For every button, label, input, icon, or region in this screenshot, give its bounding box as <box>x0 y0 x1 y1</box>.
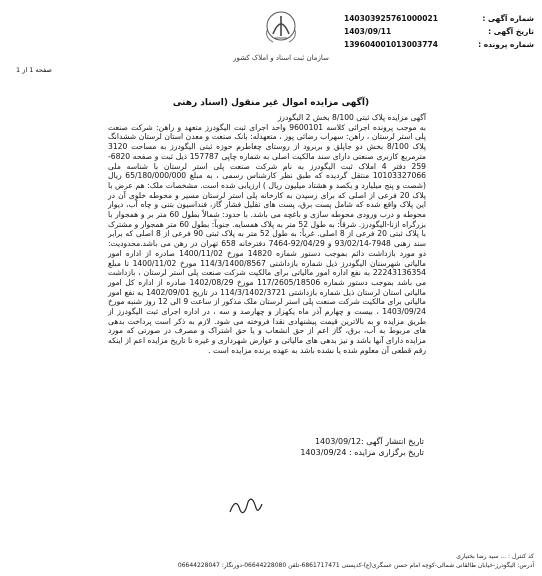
document-body <box>108 113 426 356</box>
organization-name: سازمان ثبت اسناد و املاک کشور <box>233 54 329 62</box>
auction-date-label: تاریخ برگزاری مزایده <box>354 448 424 457</box>
publish-date-row <box>224 436 424 447</box>
ad-date-label: تاریخ آگهی : <box>488 27 534 36</box>
auction-date-row <box>224 447 424 458</box>
file-number-row <box>344 38 534 51</box>
emblem-icon <box>259 8 303 48</box>
dates-block <box>224 436 424 458</box>
ad-date: 1403/09/11 <box>344 27 392 36</box>
footer-address: آدرس: الیگودرز-خیابان طالقانی شمالی-کوچه امام حسن عسگری(ع)-کدپستی 6861717471-تلفن 06644228080-دورنگار: 06644228047 <box>177 562 534 569</box>
ad-number-row <box>344 12 534 25</box>
footer-control-code: کد کنترل : ... سید رضا بختیاری <box>456 553 534 560</box>
footer <box>8 552 534 570</box>
body-heading: آگهی مزایده پلاک ثبتی 8/100 بخش 2 الیگودرز <box>277 113 426 122</box>
ad-number: 140303925761000021 <box>344 14 438 23</box>
file-number-label: شماره پرونده : <box>478 40 534 49</box>
registry-logo <box>226 8 336 62</box>
auction-date: : 1403/09/24 <box>300 448 352 457</box>
file-number: 139604001013003774 <box>344 40 438 49</box>
publish-date-label: تاریخ انتشار آگهی <box>366 437 424 446</box>
ad-meta <box>344 12 534 51</box>
body-paragraph: به موجب پرونده اجرائی کلاسه 9600101 واحد اجرای ثبت الیگودرز متعهد و راهن: شرکت صنعت پلی استر لرستان ، راهن: سهراب رضائی پور ، متعهدله: بانک صنعت و معدن استان لرستان ششدانگ پلاک 8/100 بخش دو جاپلق و بربرود از روستای چغاطرم حوزه ثبتی الیگودرز به مساحت 3120 مترمربع کاربری صنعتی دارای سند مالکیت اصلی به شماره چاپی 157787 ذیل ثبت و صفحه 6820-259 دفتر 4 املاک ثبت الیگودرز به نام شرکت صنعت پلی استر لرستان با شناسه ملی 10103327066 منتقل گردیده که طبق نظر کارشناس رسمی ، به مبلغ 65/180/000/000 ریال (شصت و پنج میلیارد و یکصد و هشتاد میلیون ریال ) ارزیابی شده است. مشخصات ملک: هم عرض با پلاک 20 فرعی از اصلی که برای رسیدن به کارخانه پلی استر لرستان مسیر و محوطه خلوی آن در این پلاک واقع شده که شامل پست برق، پست های تقلیل فشار گاز، فنداسیون بتنی و چاه آب، دیوار محوطه و درب ورودی محوطه سازی و باغچه می باشد. با حدود: شمالاً بطول 60 متر بر و همجوار با بزرگراه ازنا-الیگودرز. شرقاً: به طول 52 متر به پلاک همسایه. جنوباً: بطول 60 متر همجوار و مشترک با پلاک ثبتی 20 فرعی از 8 اصلی. غرباً: به طول 52 متر به پلاک ثبتی 90 فرعی از 8 اصلی که برابر سند رهنی 7948-93/02/14 و 92/04/29-7464 دفترخانه 658 تهران در رهن می باشد.محدودیت: دو مورد بازداشت دائم بموجب دستور شماره 14820 مورخ 1400/11/02 صادره از اداره امور مالیاتی شهرستان الیگودرز ذیل شماره بازداشتی 114/3/1400/8567 مورخ 1400/11/02 تا مبلغ 22243136354 به نفع اداره امور مالیاتی برای مالکیت شرکت صنعت پلی استر لرستان ، بازداشت می باشد بموجب دستور شماره 117/2605/18506 مورخ 1402/08/29 صادره از اداره کل امور مالیاتی استان لرستان ذیل شماره بازداشتی 114/3/1402/3721 در تاریخ 1402/09/01 به نفع امور مالیاتی برای مالکیت شرکت صنعت پلی استر لرستان ملک مذکور از ساعت 9 الی 12 روز شنبه مورخ 1403/09/24 ، بیست و چهارم آذر ماه یکهزار و چهارصد و سه ، در اداره اجرای ثبت الیگودرز از طریق مزایده و به بالاترین قیمت پیشنهادی نقدا فروخته می شود. لازم به ذکر است پرداخت بدهی های مربوط به آب، برق، گاز اعم از حق انشعاب و یا حق اشتراک و مصرف در صورتی که مورد مزایده دارای آنها باشد و نیز بدهی های مالیاتی و عوارض شهرداری و غیره تا تاریخ مزایده اعم از اینکه رقم قطعی آن معلوم شده یا نشده باشد به عهده برنده مزایده است . <box>108 122 427 355</box>
page-number: صفحه 1 از 1 <box>16 66 52 74</box>
ad-date-row <box>344 25 534 38</box>
document-title: (آگهی مزایده اموال غیر منقول (اسناد رهنی <box>172 98 370 108</box>
publish-date: :1403/09/12 <box>314 437 364 446</box>
signature-mark <box>226 492 266 518</box>
ad-number-label: شماره آگهی : <box>482 14 534 23</box>
